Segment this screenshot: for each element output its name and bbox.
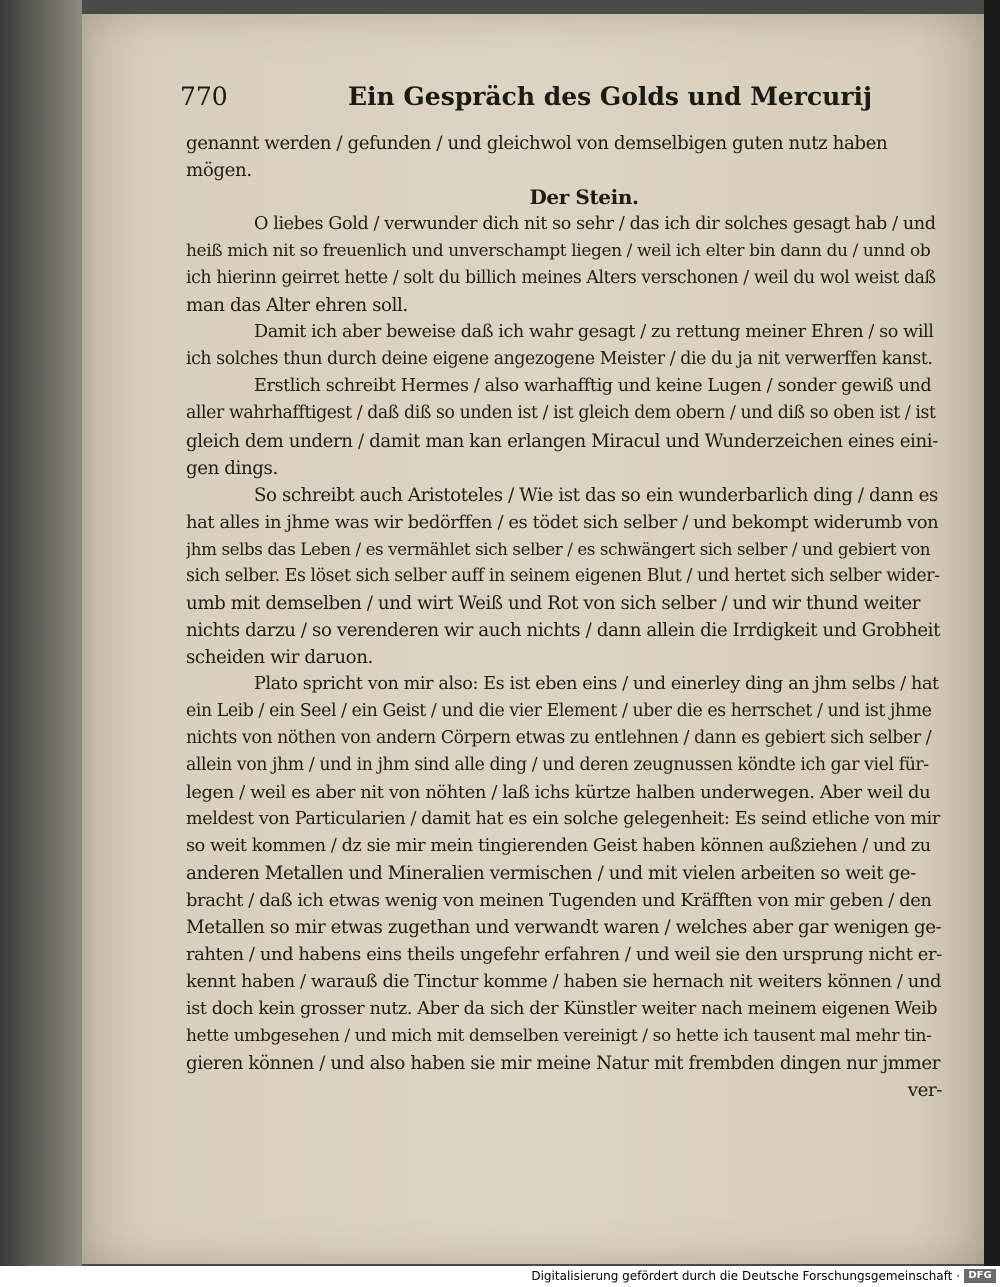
running-title: Ein Gespräch des Golds und Mercurij <box>348 82 873 111</box>
funding-credit: Digitalisierung gefördert durch die Deutsche Forschungsgemeinschaft · <box>531 1269 960 1283</box>
text-line: kennt haben / warauß die Tinctur komme / haben sie hernach nit weiters können / und <box>186 971 942 993</box>
text-line: legen / weil es aber nit von nöhten / laß ichs kürtze halben underwegen. Aber weil du <box>186 782 931 804</box>
text-line: gen dings. <box>186 457 278 479</box>
text-line: nichts darzu / so verenderen wir auch nichts / dann allein die Irrdigkeit und Grobheit <box>186 619 940 641</box>
scan-border <box>984 0 1000 1266</box>
text-line: bracht / daß ich etwas wenig von meinen Tugenden und Kräfften von mir geben / den <box>186 890 932 912</box>
text-line: heiß mich nit so freuenlich und unverschampt liegen / weil ich elter bin dann du / unnd ob <box>186 241 931 262</box>
text-line: gleich dem undern / damit man kan erlangen Miracul und Wunderzeichen eines eini- <box>186 430 938 452</box>
text-line: Plato spricht von mir also: Es ist eben eins / und einerley ding an jhm selbs / hat <box>254 673 939 694</box>
text-line: aller wahrhafftigest / daß diß so unden ist / ist gleich dem obern / und diß so oben ist / ist <box>186 403 936 424</box>
body-text <box>186 130 942 1104</box>
text-line: mögen. <box>186 160 252 182</box>
text-line: meldest von Particularien / damit hat es ein solche gelegenheit: Es seind etliche von mir <box>186 809 940 830</box>
text-line: Metallen so mir etwas zugethan und verwandt waren / welches aber gar wenigen ge- <box>186 917 942 939</box>
text-line: anderen Metallen und Mineralien vermischen / und mit vielen arbeiten so weit ge- <box>186 863 916 885</box>
text-line: ist doch kein grosser nutz. Aber da sich der Künstler weiter nach meinem eigenen Weib <box>186 998 938 1019</box>
text-line: Erstlich schreibt Hermes / also warhafftig und keine Lugen / sonder gewiß und <box>254 376 932 397</box>
section-heading: Der Stein. <box>529 185 639 210</box>
text-line: sich selber. Es löset sich selber auff in seinem eigenen Blut / und hertet sich selber wider- <box>186 565 940 586</box>
page-header <box>180 82 873 116</box>
text-line: O liebes Gold / verwunder dich nit so sehr / das ich dir solches gesagt hab / und <box>254 214 936 235</box>
text-line: rahten / und habens eins theils ungefehr erfahren / und weil sie den ursprung nicht er- <box>186 944 942 966</box>
dfg-logo: DFG <box>964 1269 996 1283</box>
footer-bar <box>0 1266 1000 1287</box>
text-line: scheiden wir daruon. <box>186 646 373 668</box>
text-line: allein von jhm / und in jhm sind alle ding / und deren zeugnussen köndte ich gar viel für- <box>186 755 929 776</box>
text-line: umb mit demselben / und wirt Weiß und Rot von sich selber / und wir thund weiter <box>186 592 920 614</box>
text-line: genannt werden / gefunden / und gleichwol von demselbigen guten nutz haben <box>186 133 888 154</box>
text-line: ich solches thun durch deine eigene angezogene Meister / die du ja nit verwerffen kanst. <box>186 349 933 370</box>
text-line: Damit ich aber beweise daß ich wahr gesagt / zu rettung meiner Ehren / so will <box>254 322 934 343</box>
text-line: ein Leib / ein Seel / ein Geist / und die vier Element / uber die es herrschet / und ist jhme <box>186 700 932 721</box>
text-line: hat alles in jhme was wir bedörffen / es tödet sich selber / und bekompt widerumb von <box>186 511 939 533</box>
text-line: gieren können / und also haben sie mir meine Natur mit frembden dingen nur jmmer <box>186 1052 941 1074</box>
page-number: 770 <box>180 82 228 111</box>
text-line: nichts von nöthen von andern Cörpern etwas zu entlehnen / dann es gebiert sich selber / <box>186 728 932 749</box>
catchword: ver- <box>907 1079 942 1101</box>
text-line: man das Alter ehren soll. <box>186 295 408 317</box>
text-line: jhm selbs das Leben / es vermählet sich selber / es schwängert sich selber / und gebiert von <box>186 538 931 559</box>
text-line: so weit kommen / dz sie mir mein tingierenden Geist haben können außziehen / und zu <box>186 836 931 857</box>
text-line: ich hierinn geirret hette / solt du billich meines Alters verschonen / weil du wol weist daß <box>186 268 936 289</box>
book-spine-edge <box>0 0 82 1266</box>
text-line: So schreibt auch Aristoteles / Wie ist das so ein wunderbarlich ding / dann es <box>254 484 938 506</box>
text-line: hette umbgesehen / und mich mit demselben vereinigt / so hette ich tausent mal mehr tin- <box>186 1025 932 1046</box>
